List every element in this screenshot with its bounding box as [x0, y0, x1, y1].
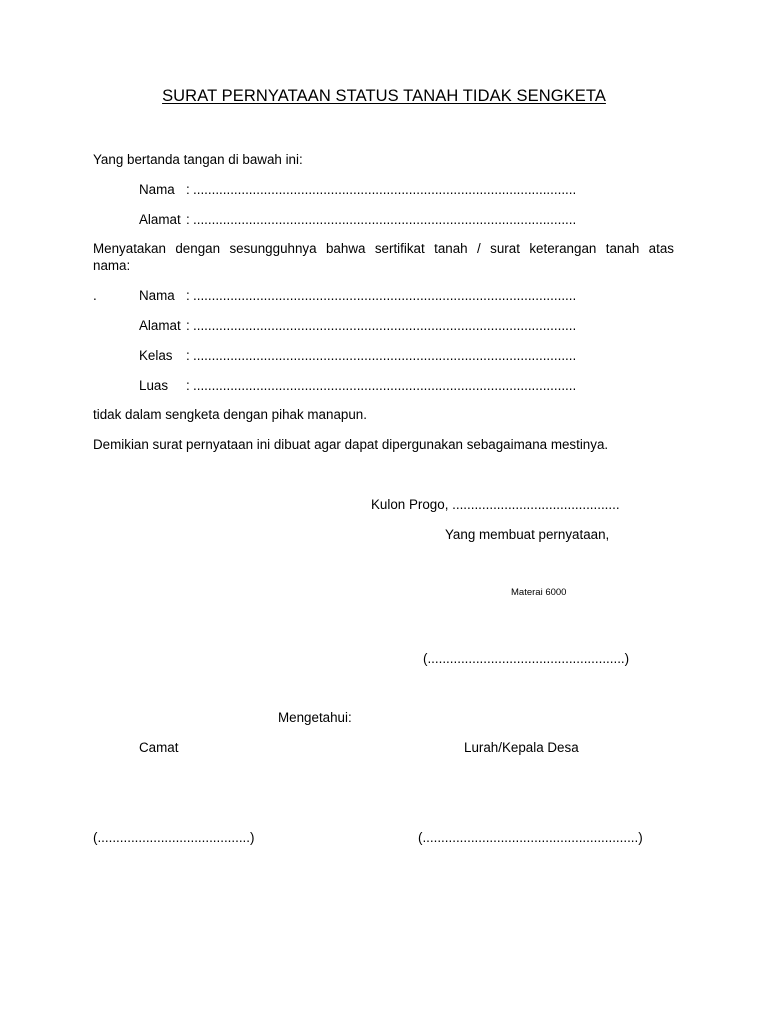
declarant-nama-field: ....................................................................................................... — [193, 182, 577, 197]
owner-nama-field: ....................................................................................................... — [193, 288, 577, 303]
owner-alamat-colon: : — [186, 318, 190, 333]
owner-luas-colon: : — [186, 378, 190, 393]
owner-luas-field: ....................................................................................................... — [193, 378, 577, 393]
closing-text: Demikian surat pernyataan ini dibuat agar dapat dipergunakan sebagaimana mestinya. — [93, 437, 609, 452]
declarant-alamat-field: ....................................................................................................... — [193, 212, 577, 227]
owner-nama-colon: : — [186, 288, 190, 303]
declarant-nama-label: Nama — [139, 182, 175, 197]
owner-kelas-colon: : — [186, 348, 190, 363]
acknowledged-label: Mengetahui: — [278, 710, 352, 725]
declarant-alamat-label: Alamat — [139, 212, 181, 227]
lurah-signature-line: (..........................................................) — [418, 830, 643, 845]
camat-signature-line: (.........................................) — [93, 830, 255, 845]
camat-label: Camat — [139, 740, 179, 755]
owner-luas-label: Luas — [139, 378, 169, 393]
intro-text: Yang bertanda tangan di bawah ini: — [93, 152, 303, 167]
statement-line-2: nama: — [93, 258, 131, 273]
declarant-alamat-colon: : — [186, 212, 190, 227]
maker-signature-line: (.....................................................) — [423, 651, 630, 666]
owner-alamat-label: Alamat — [139, 318, 181, 333]
document-title: SURAT PERNYATAAN STATUS TANAH TIDAK SENGKETA — [162, 87, 606, 105]
place-date: Kulon Progo, ............................................. — [371, 497, 620, 512]
no-dispute-text: tidak dalam sengketa dengan pihak manapun. — [93, 407, 367, 422]
owner-nama-label: Nama — [139, 288, 175, 303]
owner-bullet: . — [93, 288, 97, 303]
stamp-label: Materai 6000 — [511, 587, 567, 598]
owner-alamat-field: ....................................................................................................... — [193, 318, 577, 333]
owner-kelas-field: ....................................................................................................... — [193, 348, 577, 363]
maker-label: Yang membuat pernyataan, — [445, 527, 610, 542]
declarant-nama-colon: : — [186, 182, 190, 197]
statement-line-1: Menyatakan dengan sesungguhnya bahwa sertifikat tanah / surat keterangan tanah atas — [93, 241, 674, 256]
lurah-label: Lurah/Kepala Desa — [464, 740, 579, 755]
owner-kelas-label: Kelas — [139, 348, 173, 363]
